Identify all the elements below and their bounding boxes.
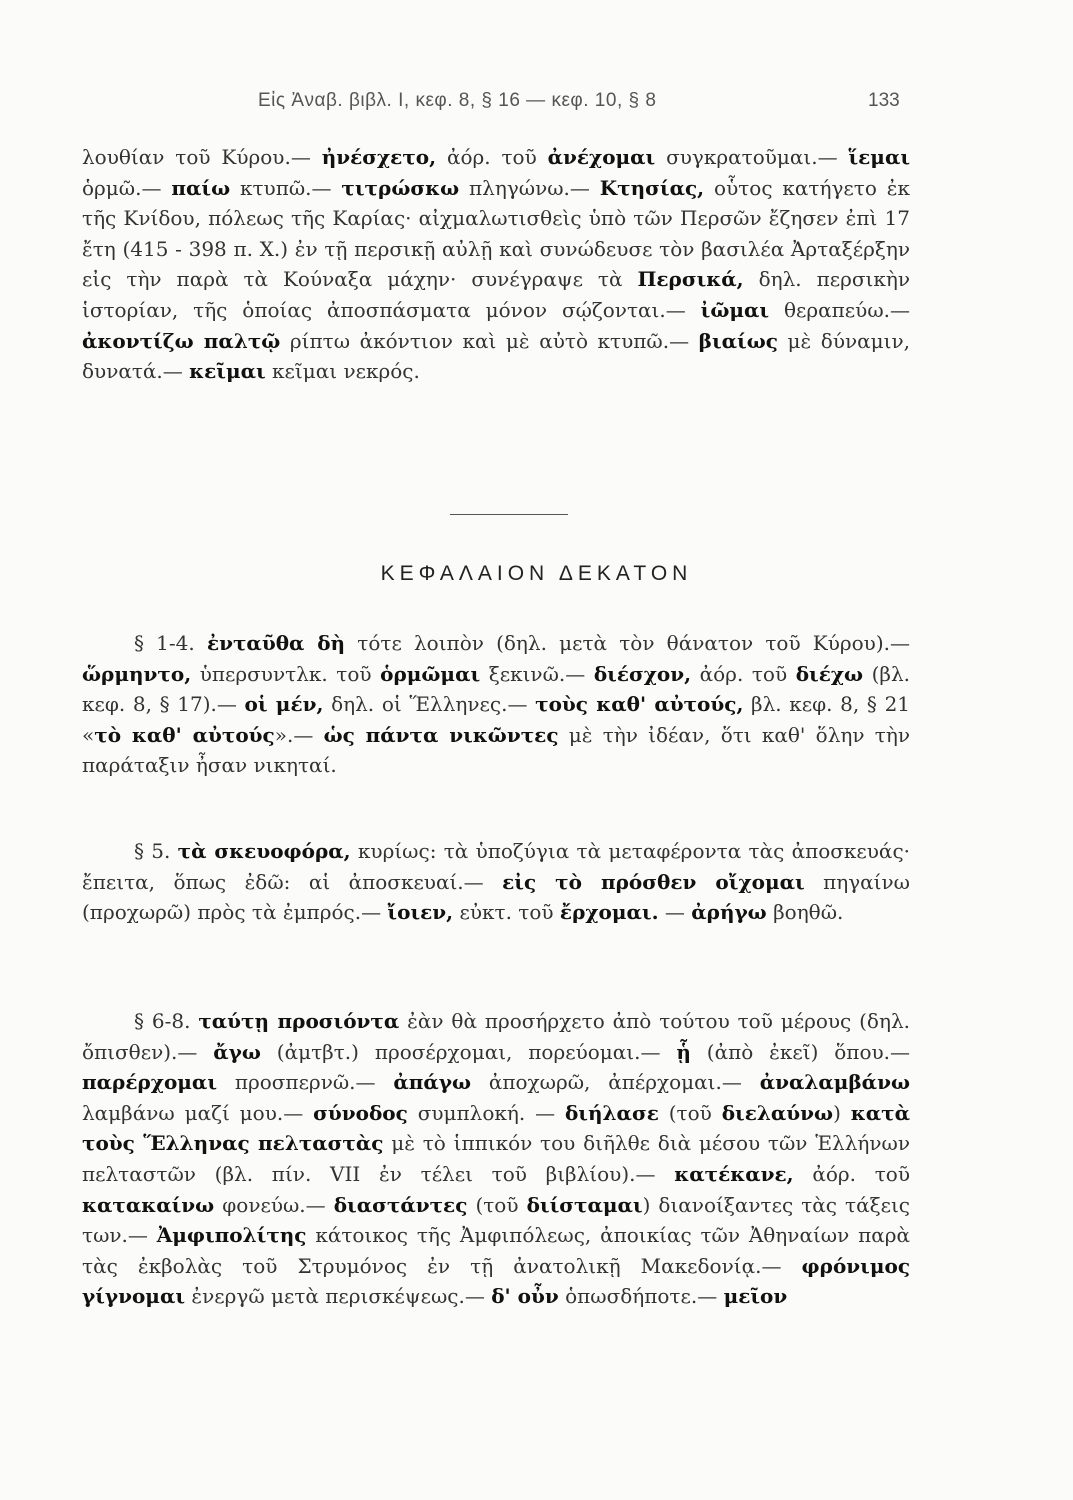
gloss-text: (τοῦ: [658, 1100, 722, 1125]
headword: τὸ καθ' αὐτούς: [94, 722, 275, 747]
gloss-text: ) διανοίξαντες τὰς τάξεις των.—: [82, 1192, 911, 1248]
gloss-text: ξεκινῶ.—: [480, 661, 594, 686]
gloss-text: (ἀπὸ ἐκεῖ) ὅπου.—: [690, 1039, 910, 1064]
chapter-title: ΚΕΦΑΛΑΙΟΝ ΔΕΚΑΤΟΝ: [380, 562, 693, 585]
gloss-text: § 6-8.: [134, 1009, 199, 1033]
headword: τοὺς καθ' αὐτούς,: [535, 692, 744, 717]
gloss-text: ».—: [274, 722, 324, 747]
gloss-text: ὑπερσυντλκ. τοῦ: [191, 661, 381, 686]
gloss-text: ἀόρ. τοῦ: [436, 145, 548, 169]
gloss-text: (βλ. κεφ. 8, § 17).—: [82, 661, 911, 717]
gloss-text: συγκρατοῦμαι.—: [655, 145, 849, 169]
gloss-text: ἀόρ. τοῦ: [691, 661, 796, 686]
headword: ἀναλαμβάνω: [759, 1070, 910, 1095]
headword: δ' οὖν: [491, 1284, 559, 1309]
headword: κατέκανε,: [674, 1161, 794, 1186]
gloss-text: μὲ δύναμιν, δυνατά.—: [82, 328, 911, 384]
headword: ἐνταῦθα δὴ: [206, 631, 346, 655]
headword: οἱ μέν,: [244, 692, 324, 717]
section-divider: [450, 514, 568, 515]
gloss-text: ἀποχωρῶ, ἀπέρχομαι.—: [471, 1070, 760, 1095]
headword: φρόνιμος γίγνομαι: [82, 1253, 910, 1309]
headword: ἀπάγω: [393, 1070, 472, 1095]
gloss-text: ἐνεργῶ μετὰ περισκέψεως.—: [185, 1284, 492, 1309]
gloss-text: θεραπεύω.—: [769, 297, 910, 322]
gloss-text: ): [833, 1100, 851, 1125]
headword: διελαύνω: [721, 1100, 834, 1125]
headword: τὰ σκευοφόρα,: [177, 839, 351, 863]
headword: ὡς πάντα νικῶντες: [323, 722, 559, 747]
headword: εἰς τὸ πρόσθεν οἴχομαι: [502, 869, 805, 894]
gloss-text: εὐκτ. τοῦ: [453, 900, 560, 925]
gloss-text: κάτοικος τῆς Ἀμφιπόλεως, ἀποικίας τῶν Ἀθηναίων παρὰ τὰς ἐκβολὰς τοῦ Στρυμόνος ἐν τῇ ἀνατολικῇ Μακεδονίᾳ.—: [82, 1223, 910, 1278]
section-6-8: [82, 1006, 910, 1312]
headword: σύνοδος: [313, 1100, 408, 1125]
section-1-4: [82, 628, 910, 781]
gloss-text: τότε λοιπὸν (δηλ. μετὰ τὸν θάνατον τοῦ Κύρου).—: [345, 631, 911, 655]
gloss-text: φονεύω.—: [214, 1192, 334, 1217]
headword: τιτρώσκω: [341, 175, 460, 200]
gloss-text: οὗτος κατήγετο ἐκ τῆς Κνίδου, πόλεως τῆς Καρίας· αἰχμαλωτισθεὶς ὑπὸ τῶν Περσῶν ἔζησεν ἐπὶ 17 ἔτη (415 - 398 π. Χ.) ἐν τῇ περσικῇ αὐλῇ καὶ συνώδευσε τὸν βασιλέα Ἀρταξέρξην εἰς τὴν παρὰ τὰ Κούναξα μάχην· συνέγραψε τὰ: [82, 175, 910, 292]
headword: ὁρμῶμαι: [380, 661, 481, 686]
notes-continuation: [82, 142, 910, 387]
gloss-text: (τοῦ: [467, 1192, 527, 1217]
running-head-title: Εἰς Ἀναβ. βιβλ. Ι, κεφ. 8, § 16 — κεφ. 10, § 8: [258, 90, 657, 111]
headword: ἄγω: [213, 1039, 261, 1064]
gloss-text: λουθίαν τοῦ Κύρου.—: [82, 145, 322, 169]
gloss-text: πληγώνω.—: [459, 175, 600, 200]
headword: κατὰ τοὺς Ἕλληνας πελταστὰς: [82, 1100, 910, 1156]
gloss-text: ὁρμῶ.—: [82, 175, 172, 200]
gloss-text: ἀόρ. τοῦ: [793, 1161, 910, 1186]
gloss-text: κυρίως: τὰ ὑποζύγια τὰ μεταφέροντα τὰς ἀποσκευάς· ἔπειτα, ὅπως ἐδῶ: αἱ ἀποσκευαί.—: [82, 839, 910, 894]
headword: ἀνέχομαι: [547, 145, 656, 169]
headword: παρέρχομαι: [82, 1070, 217, 1095]
gloss-text: βοηθῶ.: [766, 900, 844, 925]
gloss-text: § 5.: [134, 839, 178, 863]
gloss-text: κτυπῶ.—: [230, 175, 342, 200]
headword: διέσχον,: [593, 661, 692, 686]
headword: διίσταμαι: [526, 1192, 643, 1217]
headword: μεῖον: [723, 1284, 788, 1309]
headword: βιαίως: [698, 328, 778, 353]
headword: κατακαίνω: [82, 1192, 215, 1217]
gloss-text: ρίπτω ἀκόντιον καὶ μὲ αὐτὸ κτυπῶ.—: [280, 328, 699, 353]
gloss-text: § 1-4.: [134, 631, 207, 655]
gloss-text: πηγαίνω (προχωρῶ) πρὸς τὰ ἐμπρός.—: [82, 869, 910, 925]
gloss-text: ἐὰν θὰ προσήρχετο ἀπὸ τούτου τοῦ μέρους (δηλ. ὄπισθεν).—: [82, 1009, 910, 1064]
gloss-text: συμπλοκή. —: [407, 1100, 565, 1125]
gloss-text: κεῖμαι νεκρός.: [265, 359, 420, 384]
headword: ἀκοντίζω παλτῷ: [82, 328, 281, 353]
headword: ᾗ: [676, 1039, 691, 1064]
headword: ἔρχομαι.: [559, 900, 659, 925]
gloss-text: προσπερνῶ.—: [217, 1070, 394, 1095]
gloss-text: δηλ. οἱ Ἕλληνες.—: [323, 692, 536, 717]
headword: ἠνέσχετο,: [321, 145, 437, 169]
headword: ταύτῃ προσιόντα: [198, 1009, 400, 1033]
gloss-text: μὲ τὸ ἱππικόν του διῆλθε διὰ μέσου τῶν Ἑλλήνων πελταστῶν (βλ. πίν. VII ἐν τέλει τοῦ βιβλίου).—: [82, 1131, 910, 1186]
headword: ἵεμαι: [848, 145, 911, 169]
headword: Περσικά,: [637, 267, 744, 292]
gloss-text: δηλ. περσικὴν ἱστορίαν, τῆς ὁποίας ἀποσπάσματα μόνον σῴζονται.—: [82, 267, 911, 322]
running-head: [0, 90, 1073, 120]
headword: Ἀμφιπολίτης: [156, 1223, 307, 1248]
headword: ἀρήγω: [691, 900, 767, 925]
gloss-text: —: [658, 900, 692, 925]
headword: ὥρμηντο,: [82, 661, 192, 686]
headword: ἰῶμαι: [700, 297, 770, 322]
headword: διέχω: [795, 661, 864, 686]
section-5: [82, 836, 910, 928]
gloss-text: (ἀμτβτ.) προσέρχομαι, πορεύομαι.—: [260, 1039, 677, 1064]
headword: Κτησίας,: [599, 175, 705, 200]
gloss-text: μὲ τὴν ἰδέαν, ὅτι καθ' ὅλην τὴν παράταξιν ἦσαν νικηταί.: [82, 722, 910, 778]
headword: διήλασε: [564, 1100, 659, 1125]
gloss-text: βλ. κεφ. 8, § 21 «: [82, 692, 911, 747]
headword: διαστάντες: [333, 1192, 468, 1217]
gloss-text: λαμβάνω μαζί μου.—: [82, 1100, 314, 1125]
page-number: 133: [868, 90, 900, 111]
headword: παίω: [171, 175, 231, 200]
gloss-text: ὁπωσδήποτε.—: [558, 1284, 724, 1309]
headword: ἴοιεν,: [387, 900, 454, 925]
headword: κεῖμαι: [189, 359, 266, 384]
